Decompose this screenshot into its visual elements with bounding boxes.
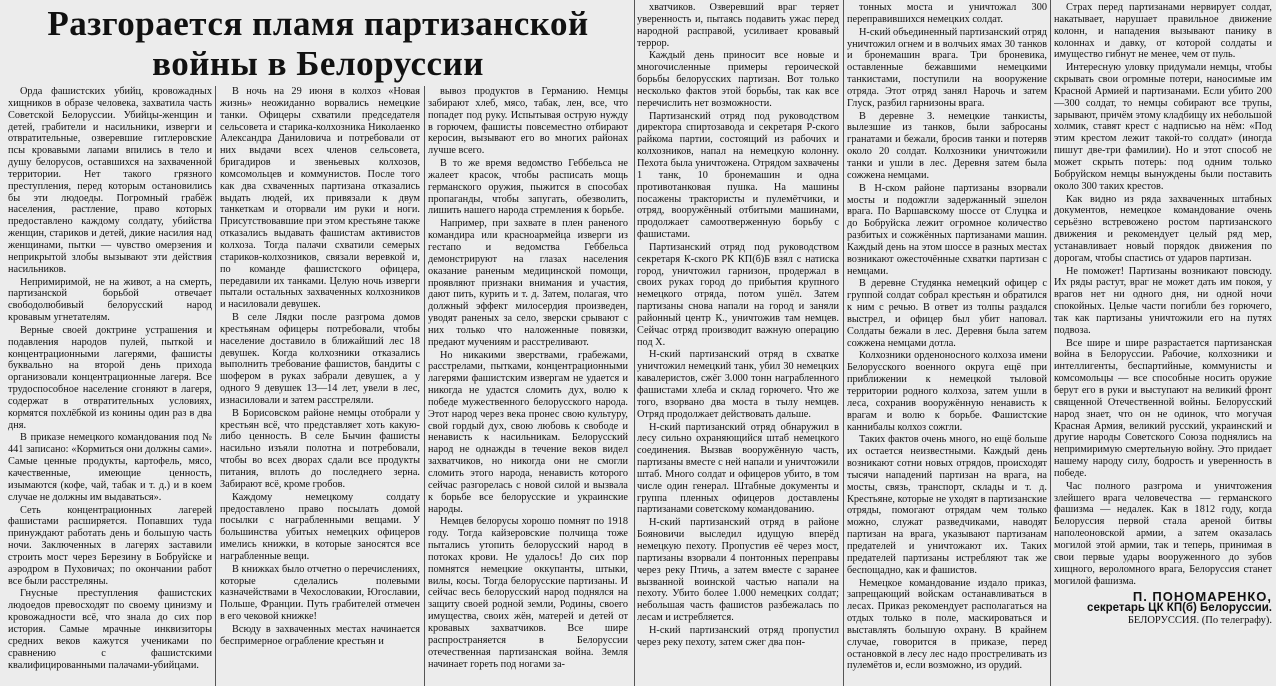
paragraph: Н-ский партизанский отряд в схватке уничтожил немецкий танк, убил 30 немецких кавалеристов, сжёг 3.000 тонн награбленного фашистами хлеба и склад горючего. Что же того, взорвано два моста в тылу немцев. Отряд продолжает действовать дальше. <box>637 349 839 420</box>
paragraph: Час полного разгрома и уничтожения злейшего врага человечества — германского фашизма — недалек. Как в 1812 году, когда Белоруссия первой стала ареной битвы наполеоновской армии, а затем оказалась могилой этой армии, так и теперь, принимая в свои первые удары вооруженного до зубов хищного, вероломного врага, Белоруссия станет могилой фашизма. <box>1054 480 1272 587</box>
paragraph: хватчиков. Озверевший враг теряет уверенность и, пытаясь подавить ужас перед народной расправой, усиливает кровавый террор. <box>637 2 839 49</box>
paragraph: Партизанский отряд под руководством секретаря К-ского РК КП(б)Б взял с натиска город, уничтожил гарнизон, продержал в своих руках город до прибытия крупного немецкого отряда, потом ушёл. Затем партизаны снова напали на город и заняли районный центр К., уничтожив там немцев. Сейчас отряд производит важную операцию под Х. <box>637 241 839 348</box>
paragraph: Партизанский отряд под руководством директора спиртозавода и секретаря Р-ского райкома партии, состоящий из рабочих и колхозников, напал на немецкую колонну. Пехота была уничтожена. Отрядом захвачены 1 танк, 10 бронемашин и одна противотанковая пушка. На машины посажены трактористы и пулемётчики, и отряд, вооружённый отбитыми машинами, продолжает самоотверженную борьбу с фашистами. <box>637 110 839 241</box>
paragraph: Но никакими зверствами, грабежами, расстрелами, пытками, концентрационными лагерями фашистским извергам не удается и никогда не удастся сломить дух, волю к победе мужественного белорусского народа. Этот народ через века пронес свою культуру, свой гордый дух, свою любовь к свободе и ненависть к насильникам. Белорусский народ не однажды в течение веков видел захватчиков, но никогда они не смогли сломить этого народа, ненависть которого сейчас разгорелась с новой силой и вызвала к борьбе все белорусские и украинские народы. <box>428 349 628 515</box>
paragraph: Не поможет! Партизаны возникают повсюду. Их ряды растут, враг не может дать им покоя, у врагов нет ни одного дня, ни одной ночи спокойных. Целые части погибли без горючего, так как партизаны уничтожили его на путях подвоза. <box>1054 265 1272 336</box>
paragraph: Н-ский объединенный партизанский отряд уничтожил огнем и в волчьих ямах 30 танков и бронемашин врага. Три броневика, оставленные бежавшими немецкими танкистами, поступили на вооружение отряда. Этот отряд занял Нарочь и затем Глуск, разбил гарнизоны врага. <box>847 26 1047 109</box>
paragraph: тонных моста и уничтожал 300 переправившихся немецких солдат. <box>847 2 1047 25</box>
paragraph: Как видно из ряда захваченных штабных документов, немецкое командование очень серьёзно встревожено ростом партизанского движения и рекомендует целый ряд мер, устанавливает новый порядок движения по дорогам, чтобы спастись от ударов партизан. <box>1054 193 1272 264</box>
paragraph: Например, при захвате в плен раненого командира или красноармейца изверги из гестапо и ведомства Геббельса демонстрируют на глазах населения оказание раненым медицинской помощи, проявляют признаки внимания и участия, дают пить, курить и т. д. Затем, полагая, что должный эффект милосердия произведен, уводят раненых за село, зверски срывают с них только что наложенные повязки, предают мучениям и расстреливают. <box>428 218 628 348</box>
paragraph: В деревне З. немецкие танкисты, вылезшие из танков, были забросаны гранатами и бежали, бросив танки и потеряв около 20 солдат. Колхозники уничтожили танки и ушли в лес. Деревня затем была сожжена немцами. <box>847 110 1047 181</box>
paragraph: В Н-ском районе партизаны взорвали мосты и подожгли задержанный эшелон врага. По Варшавскому шоссе от Слуцка и до Бобруйска лежит огромное количество разбитых и сожжённых партизанами машин. Каждый день на этом шоссе в разных местах возникают ожесточённые схватки партизан с немцами. <box>847 182 1047 277</box>
text-column-4 <box>637 2 839 682</box>
paragraph: Непримиримой, не на живот, а на смерть, партизанской борьбой отвечает свободолюбивый белорусский народ кровавым угнетателям. <box>8 276 212 324</box>
column-rule <box>843 0 844 686</box>
paragraph: В книжках было отчетно о перечислениях, которые сделались полевыми казначействами в Чехословакии, Югославии, Польше, Франции. Путь грабителей отмечен в его чековой книжке! <box>220 563 420 623</box>
text-column-3 <box>428 86 628 682</box>
paragraph: Н-ский партизанский отряд пропустил через реку пехоту, затем сжег два пон- <box>637 624 839 648</box>
paragraph: Верные своей доктрине устрашения и подавления народов пулей, пыткой и концентрационными лагерями, фашисты буквально на второй день прихода организовали концентрационные лагеря. Все трудоспособное население сгоняют в лагеря, содержат в отвратительных условиях, кормятся похлёбкой из конины один раз в два дня. <box>8 324 212 431</box>
paragraph: Таких фактов очень много, но ещё больше их остается неизвестными. Каждый день возникают сотни новых отрядов, происходят тысячи нападений партизан на врага, на мосты, связь, транспорт, склады и т. д. Крестьяне, которые не уходят в партизанские отряды, помогают отрядам чем только можно, служат разведчиками, наводят партизан на врага, указывают партизанам предателей и уничтожают их. Таких предателей партизаны истребляют так же беспощадно, как и фашистов. <box>847 434 1047 576</box>
paragraph: Гнусные преступления фашистских людоедов превосходят по своему цинизму и кровожадности всё, что знала до сих пор история. Самые мрачные инквизиторы средних веков кажутся учениками по сравнению с фашистскими квалифицированными палачами-убийцами. <box>8 588 212 671</box>
paragraph: В то же время ведомство Геббельса не жалеет красок, чтобы расписать мощь германского оружия, пыжится в способах пропаганды, чтобы запугать, обезволить, лишить нашего народа стремления к борьбе. <box>428 158 628 217</box>
text-column-1 <box>8 86 212 682</box>
paragraph: В приказе немецкого командования под № 441 записано: «Кормиться они должны сами». Самые ценные продукты, картофель, мясо, качественные, имеющие ценность, изымаются (кофе, чай, табак и т. д.) и в коем случае не должны им выдаваться». <box>8 432 212 503</box>
paragraph: В Борисовском районе немцы отобрали у крестьян всё, что представляет хоть какую-либо ценность. В селе Бычин фашисты насильно изъяли полотна и потребовали, чтобы во всех дворах сдали все продукты питания, вплоть до последнего зерна. Забирают всё, кроме гробов. <box>220 407 420 490</box>
column-rule <box>634 0 635 686</box>
paragraph: Каждый день приносит все новые и многочисленные примеры героической борьбы белорусских партизан. Вот только несколько фактов этой борьбы, так как все перечислить нет возможности. <box>637 50 839 109</box>
paragraph: Н-ский партизанский отряд в районе Бояновичи выследил идущую вперёд немецкую пехоту. Пропустив её через мост, партизаны взорвали 4 понтонных переправы через реку Птичь, а затем вместе с заранее вызванной воинской частью напали на пехоту. Убито более 1.000 немецких солдат; небольшая часть фашистов разбежалась по лесам и истребляется. <box>637 517 839 624</box>
paragraph: В деревне Студянка немецкий офицер с группой солдат собрал крестьян и обратился к ним с речью. В ответ из толпы раздался выстрел, и офицер был убит наповал. Солдаты бежали в лес. Деревня была затем сожжена немцами дотла. <box>847 278 1047 349</box>
text-column-6 <box>1054 2 1272 682</box>
text-column-2 <box>220 86 420 682</box>
paragraph: вывоз продуктов в Германию. Немцы забирают хлеб, мясо, табак, лен, все, что попадет под руку. Испытывая острую нужду в горючем, фашисты повсеместно отбирают керосин, вызывают его во многих районах лучше всего. <box>428 86 628 157</box>
text-column-5 <box>847 2 1047 682</box>
paragraph: Сеть концентрационных лагерей фашистами расширяется. Попавших туда принуждают работать день и большую часть ночи. Заключенных в лагерях заставили строить мост через Березину в Бобруйске и аэродром в Пуховичах; по окончании работ все были расстреляны. <box>8 504 212 587</box>
paragraph: В ночь на 29 июня в колхоз «Новая жизнь» неожиданно ворвались немецкие танки. Офицеры схватили председателя сельсовета и старика-колхозника Николаенко Александра Даниловича и потребовали от них выдачи всех членов сельсовета, бригадиров и звеньевых колхозов, комсомольцев и коммунистов. После того как два схваченных партизана отказались выдать людей, их привязали к двум танкеткам и оторвали им руки и ноги. Присутствовавшие при этом крестьяне также отказались выдавать фашистам активистов колхоза. Тогда палачи схватили семерых стариков-колхозников, связали веревкой и, по команде фашистского офицера, передавили их танками. Целую ночь изверги пытали остальных захваченных колхозников и насиловали девушек. <box>220 86 420 311</box>
headline-line-1: Разгорается пламя партизанской <box>47 4 589 43</box>
paragraph: Всюду в захваченных местах начинается беспримерное ограбление крестьян и <box>220 623 420 647</box>
paragraph: Страх перед партизанами нервирует солдат, накатывает, нарушает правильное движение колонн, и нападения вызывают панику в колоннах и давку, от которой солдаты и имущество гибнут не менее, чем от пуль. <box>1054 2 1272 61</box>
paragraph: Интересную уловку придумали немцы, чтобы скрывать свои огромные потери, наносимые им Красной Армией и партизанами. Если убито 200—300 солдат, то немцы собирают все трупы, зарывают, причём этому кладбищу их небольшой холмик, ставят крест с надписью на нём: «Под этим крестом лежит такой-то солдат» (иногда пишут две-три фамилии). Но и этот способ не может скрыть потерь: под одним только Бобруйском немцы вынуждены были поставить около 300 таких крестов. <box>1054 62 1272 192</box>
article-headline <box>8 4 628 84</box>
paragraph: Н-ский партизанский отряд обнаружил в лесу сильно охраняющийся штаб немецкого соединения. Вызвав вооружённую часть, партизаны вместе с ней напали и уничтожили штаб. Много солдат и офицеров убито, в том числе один генерал. Штабные документы и группа пленных офицеров доставлены партизанами советскому командованию. <box>637 421 839 516</box>
column-rule <box>424 86 425 686</box>
paragraph: Немцев белорусы хорошо помнят по 1918 году. Тогда кайзеровские полчища тоже пытались утопить белорусский народ в потоках крови. Не удалось! До сих пор помнятся немецкие оккупанты, штыки, вилы, косы. Тогда белорусские партизаны. И сейчас весь белорусский народ поднялся на защиту своей родной земли, Родины, своего имущества, своих жён, матерей и детей от кровавых захватчиков. Все шире распространяется в Белоруссии отечественная партизанская война. Земля начинает гореть под ногами за- <box>428 516 628 670</box>
paragraph: Колхозники орденоносного колхоза имени Белорусского военного округа ещё при приближении к немецкой тыловой территории родного колхоза, затем ушли в леса, сохранив вооружённую ненависть к врагам и волю к борьбе. Фашистские каннибалы колхоз сожгли. <box>847 350 1047 433</box>
paragraph: Немецкое командование издало приказ, запрещающий войскам останавливаться в лесах. Приказ рекомендует располагаться на отдых только в поле, маскироваться и выставлять большую охрану. В крайнем случае, говорится в приказе, перед остановкой в лесу лес надо простреливать из пулемётов и, если возможно, из орудий. <box>847 577 1047 672</box>
author-title: секретарь ЦК КП(б) Белоруссии. <box>1087 602 1272 615</box>
paragraph: Все шире и шире разрастается партизанская война в Белоруссии. Рабочие, колхозники и интеллигенты, беспартийные, коммунисты и комсомольцы — все способные носить оружие берут его в руки и выступают на великий фронт священной Отечественной войны. Белорусский народ знает, что он не одинок, что могучая Красная Армия, великий русский, украинский и другие народы Советского Союза поднялись на непримиримую смертельную войну. Это придает нашему народу силу, бодрость и уверенность в победе. <box>1054 337 1272 479</box>
column-rule <box>1050 0 1051 686</box>
paragraph: В селе Лядки после разгрома домов крестьянам офицеры потребовали, чтобы население доставило в ближайший лес 18 девушек. Когда колхозники отказались выполнить требование фашистов, бандиты с шофером в руках забрали девушек, а у одного 9 девушек 13—14 лет, увели в лес, изнасиловали и затем расстреляли. <box>220 312 420 406</box>
column-rule <box>215 86 216 686</box>
author-name: П. ПОНОМАРЕНКО, <box>1132 589 1272 605</box>
dateline: БЕЛОРУССИЯ. (По телеграфу). <box>1127 615 1272 627</box>
paragraph: Каждому немецкому солдату предоставлено право посылать домой посылки с награбленными вещами. У большинства убитых немецких офицеров имелись книжки, в которые заносятся все награбленные вещи. <box>220 491 420 562</box>
headline-line-2: войны в Белоруссии <box>152 44 484 83</box>
paragraph: Орда фашистских убийц, кровожадных хищников в образе человека, захватила часть Советской Белоруссии. Убийцы-женщин и детей, грабители и насильники, изверги и отвратительные, озверевшие гитлеровские псы кровавыми лапами впились в тело и душу белорусов, оставшихся на захваченной территории. Нет такого грязного преступления, перед которым остановились бы эти людоеды. Погромный грабёж населения, растление, право которых предоставлено каждому солдату, убийства женщин, стариков и детей, дикие насилия над женщинами, пытки — чувство омерзения и неприкрытой злобы вызывают эти действия насильников. <box>8 86 212 275</box>
